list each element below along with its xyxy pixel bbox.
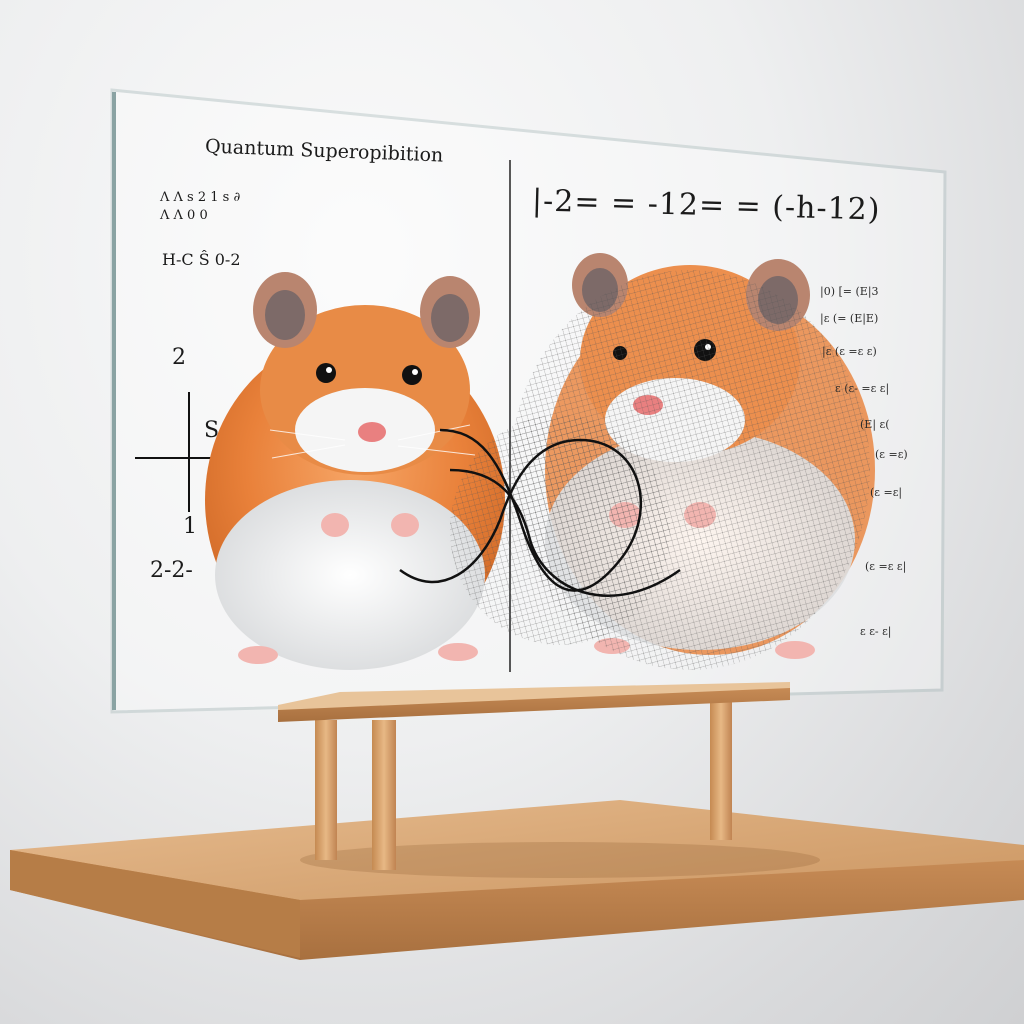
left-formula: H-C Ŝ 0-2 <box>162 250 241 269</box>
right-formula: ε (ε- =ε ε| <box>835 382 890 395</box>
right-formula: (E| ε( <box>860 418 890 431</box>
main-equation: |-2= = -12= = (-h-12) <box>531 183 881 228</box>
left-formula: 2-2- <box>150 558 193 583</box>
right-formula: (ε =ε| <box>870 486 903 499</box>
right-formula: (ε =ε ε| <box>865 560 907 573</box>
panel-title: Quantum Superopibition <box>204 135 444 167</box>
right-formula: |ε (ε =ε ε) <box>822 345 877 358</box>
right-formula: (ε =ε) <box>875 448 908 461</box>
left-formula: 1 <box>183 514 197 539</box>
left-formula: S <box>204 418 220 443</box>
wooden-base <box>10 800 1024 960</box>
left-formula: 2 <box>172 345 186 370</box>
right-formula: ε ε- ε| <box>860 625 892 638</box>
left-formula: Λ Λ s 2 1 s ∂ <box>160 190 241 205</box>
left-formula: Λ Λ 0 0 <box>160 208 208 223</box>
right-formula: |0) [= (E|3 <box>820 285 879 298</box>
right-formula: |ε (= (E|E) <box>820 312 879 325</box>
